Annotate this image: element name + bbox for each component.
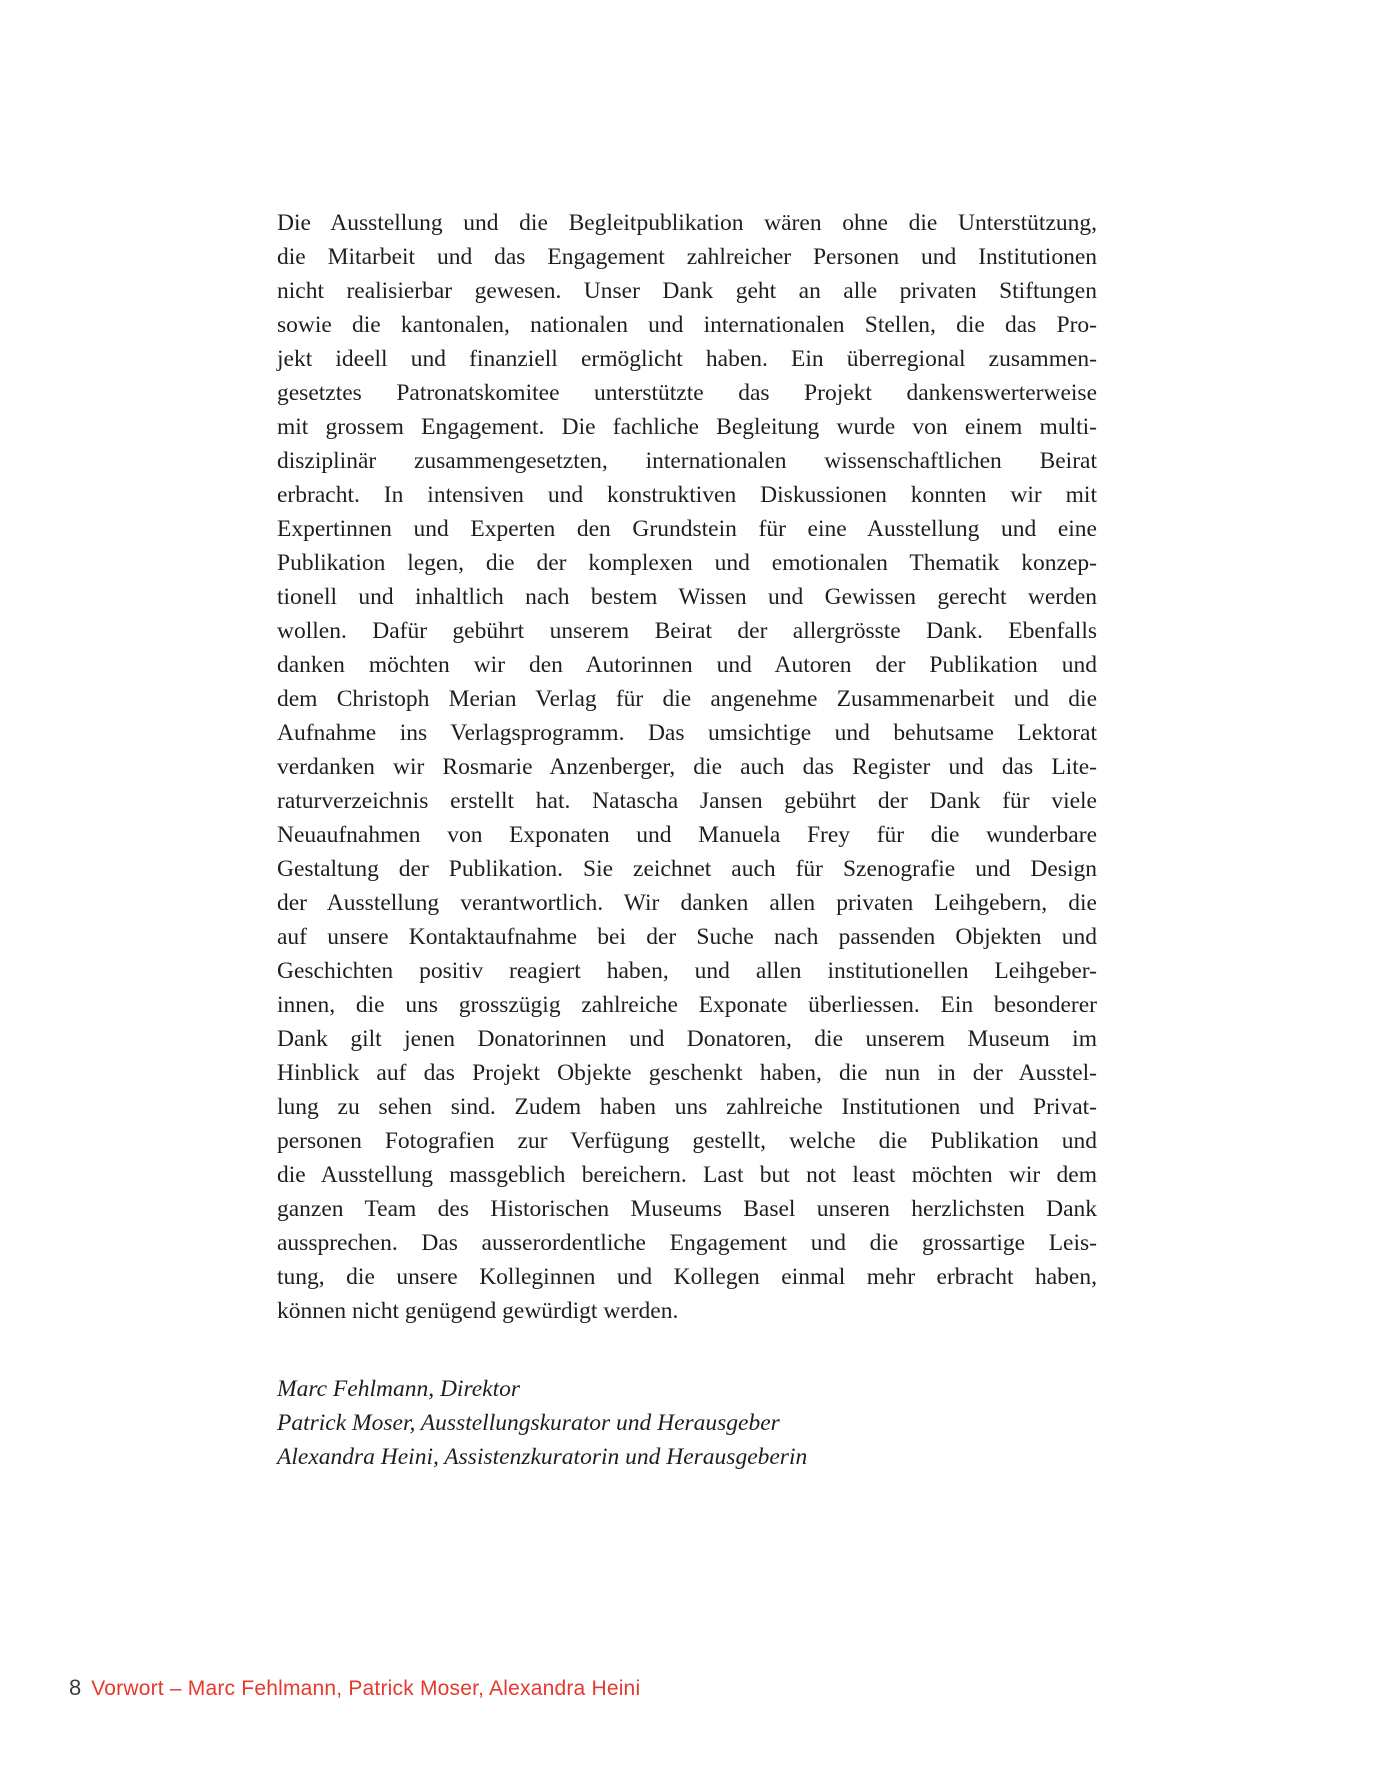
body-text-line: danken möchten wir den Autorinnen und Autoren der Publikation und: [277, 652, 1097, 678]
preface-paragraph: [277, 206, 1097, 1328]
body-text-line: Dank gilt jenen Donatorinnen und Donatoren, die unserem Museum im: [277, 1026, 1097, 1052]
footer: [69, 1676, 640, 1701]
signature-block: [277, 1372, 1097, 1474]
body-text-line: Neuaufnahmen von Exponaten und Manuela Frey für die wunderbare: [277, 822, 1097, 848]
body-text-line: wollen. Dafür gebührt unserem Beirat der allergrösste Dank. Ebenfalls: [277, 618, 1097, 644]
body-text-line: mit grossem Engagement. Die fachliche Begleitung wurde von einem multi-: [277, 414, 1097, 440]
body-text-line: lung zu sehen sind. Zudem haben uns zahlreiche Institutionen und Privat-: [277, 1094, 1097, 1120]
body-text-line: die Ausstellung massgeblich bereichern. Last but not least möchten wir dem: [277, 1162, 1097, 1188]
body-text-line: aussprechen. Das ausserordentliche Engagement und die grossartige Leis-: [277, 1230, 1097, 1256]
body-text-line: innen, die uns grosszügig zahlreiche Exponate überliessen. Ein besonderer: [277, 992, 1097, 1018]
body-text-line: jekt ideell und finanziell ermöglicht haben. Ein überregional zusammen-: [277, 346, 1097, 372]
body-text-line: personen Fotografien zur Verfügung gestellt, welche die Publikation und: [277, 1128, 1097, 1154]
body-text-line: disziplinär zusammengesetzten, internationalen wissenschaftlichen Beirat: [277, 448, 1097, 474]
signature-line: Patrick Moser, Ausstellungskurator und Herausgeber: [277, 1410, 780, 1436]
body-text-line: können nicht genügend gewürdigt werden.: [277, 1298, 679, 1324]
body-text-line: erbracht. In intensiven und konstruktiven Diskussionen konnten wir mit: [277, 482, 1097, 508]
signature-line: Marc Fehlmann, Direktor: [277, 1376, 520, 1402]
body-text-line: raturverzeichnis erstellt hat. Natascha Jansen gebührt der Dank für viele: [277, 788, 1097, 814]
page-number: 8: [69, 1675, 82, 1700]
body-text-line: verdanken wir Rosmarie Anzenberger, die auch das Register und das Lite-: [277, 754, 1097, 780]
body-text-line: Publikation legen, die der komplexen und emotionalen Thematik konzep-: [277, 550, 1097, 576]
body-text-line: Expertinnen und Experten den Grundstein für eine Ausstellung und eine: [277, 516, 1097, 542]
body-text-line: auf unsere Kontaktaufnahme bei der Suche nach passenden Objekten und: [277, 924, 1097, 950]
body-text-line: tung, die unsere Kolleginnen und Kollegen einmal mehr erbracht haben,: [277, 1264, 1097, 1290]
body-text-line: Hinblick auf das Projekt Objekte geschenkt haben, die nun in der Ausstel-: [277, 1060, 1097, 1086]
body-text-line: die Mitarbeit und das Engagement zahlreicher Personen und Institutionen: [277, 244, 1097, 270]
body-text-line: Gestaltung der Publikation. Sie zeichnet auch für Szenografie und Design: [277, 856, 1097, 882]
body-text-line: gesetztes Patronatskomitee unterstützte das Projekt dankenswerterweise: [277, 380, 1097, 406]
body-text-line: dem Christoph Merian Verlag für die angenehme Zusammenarbeit und die: [277, 686, 1097, 712]
body-text-line: Aufnahme ins Verlagsprogramm. Das umsichtige und behutsame Lektorat: [277, 720, 1097, 746]
signature-line: Alexandra Heini, Assistenzkuratorin und Herausgeberin: [277, 1444, 808, 1470]
body-text-line: Die Ausstellung und die Begleitpublikation wären ohne die Unterstützung,: [277, 210, 1097, 236]
body-text-line: ganzen Team des Historischen Museums Basel unseren herzlichsten Dank: [277, 1196, 1097, 1222]
body-text-line: tionell und inhaltlich nach bestem Wissen und Gewissen gerecht werden: [277, 584, 1097, 610]
body-text-line: nicht realisierbar gewesen. Unser Dank geht an alle privaten Stiftungen: [277, 278, 1097, 304]
body-text-line: Geschichten positiv reagiert haben, und allen institutionellen Leihgeber-: [277, 958, 1097, 984]
body-text-line: der Ausstellung verantwortlich. Wir danken allen privaten Leihgebern, die: [277, 890, 1097, 916]
footer-running-title: Vorwort – Marc Fehlmann, Patrick Moser, Alexandra Heini: [91, 1677, 641, 1700]
body-text-line: sowie die kantonalen, nationalen und internationalen Stellen, die das Pro-: [277, 312, 1097, 338]
